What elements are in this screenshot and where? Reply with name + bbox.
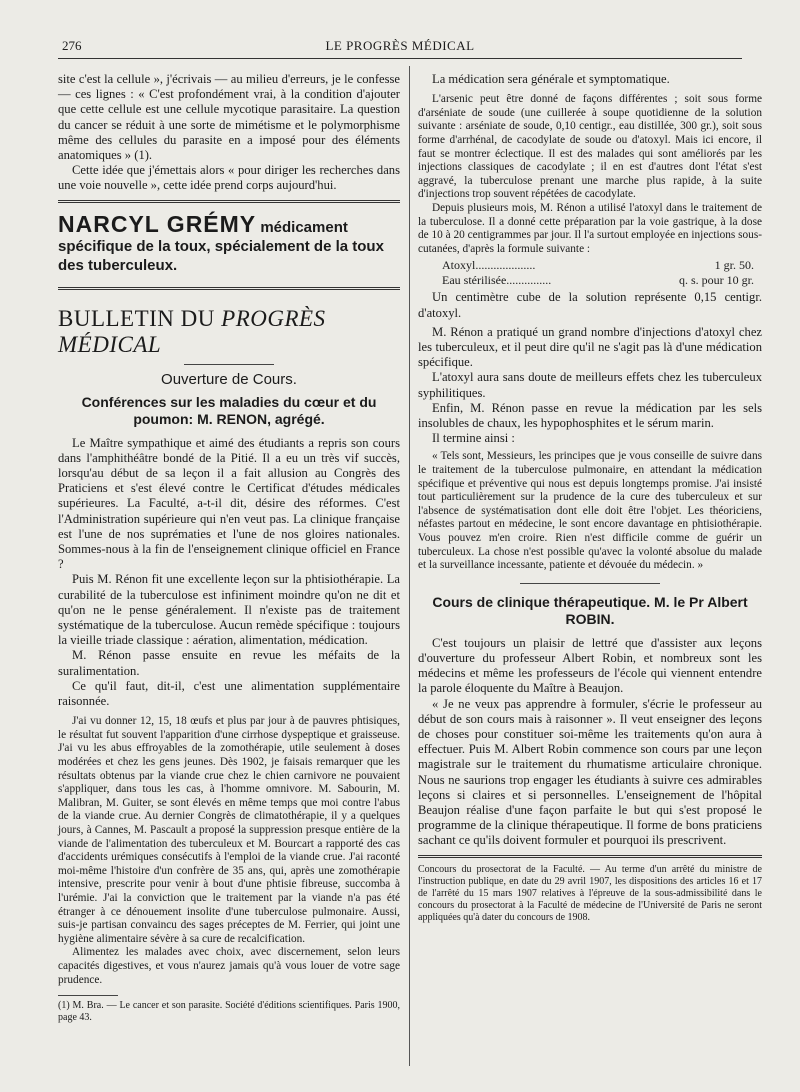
- formula-row: [442, 258, 762, 273]
- section-title: Ouverture de Cours.: [161, 370, 297, 388]
- bulletin-prefix: BULLETIN DU: [58, 305, 222, 331]
- body-paragraph: M. Rénon passe ensuite en revue les méfaits de la suralimentation.: [58, 648, 400, 678]
- body-paragraph: Le Maître sympathique et aimé des étudiants a repris son cours dans l'amphithéâtre bondé de la Pitié. Il a eu un très vif succès, lorsqu'au début de sa leçon il a fait allusion au Congrès des Praticiens et s'est élevé contre le Certificat d'études médicales supérieures. La Faculté, a-t-il dit, désire des réformes. C'est l'Administration supérieure qui n'en veut pas. La clinique française est l'une de nos suprématies et l'une de nos gloires nationales. Sommes-nous à la fin de l'enseignement clinique officiel en France ?: [58, 435, 400, 572]
- bulletin-journal: PROGRÈS MÉDICAL: [58, 305, 326, 357]
- page-header: [58, 38, 742, 58]
- quote-paragraph: « Tels sont, Messieurs, les principes que je vous conseille de suivre dans le traitement de la tuberculose pulmonaire, en attendant la médication spécifique et préventive qui nous est depuis longtemps promise. J'ai insisté tout particulièrement sur la prudence de la cure des tuberculeux et sur l'absence de systématisation dont elle doit être l'objet. Les théoriciens, néfastes partout en médecine, le sont encore davantage en phtisiothérapie. Vous pouvez m'en croire. Rien n'est difficile comme de guérir un tuberculeux. La chose n'est possible qu'avec la volonté absolue du malade et la surveillance incessante, patiente et dévouée du médecin. »: [418, 450, 762, 572]
- concours-notice: Concours du prosectorat de la Faculté. — Au terme d'un arrêté du ministre de l'instruction publique, en date du 29 avril 1907, les dispositions des articles 16 et 17 de l'arrêté du 15 mars 1907 relatives à l'épreuve de la sous-admissibilité dans le concours du prosectorat à la Faculté de médecine de l'Université de Paris ne seront appliquées qu'à dater du concours de 1908.: [418, 863, 762, 924]
- formula: [442, 258, 762, 288]
- small-paragraph: L'arsenic peut être donné de façons différentes ; soit sous forme d'arséniate de soude (une cuillerée à soupe quotidienne de la solution suivante : arséniate de soude, 0,10 centigr., eau distillée, 300 gr.), soit sous forme d'arrhénal, de cacodylate de soude ou d'atoxyl. Mais ici encore, il faut se montrer éclectique. Il est des malades qui sont améliorés par les injections classiques de cacodylate ; il en est d'autres dont l'état s'est aggravé, la tuberculose prenant une marche plus rapide, à la suite d'injections trop souvent répétées de cacodylate.: [418, 93, 762, 201]
- concours-rule: [418, 855, 762, 858]
- small-paragraph: Alimentez les malades avec choix, avec discernement, selon leurs capacités digestives, et vous n'aurez jamais qu'à vous louer de votre sage prudence.: [58, 946, 400, 986]
- advertisement: [58, 210, 400, 275]
- journal-title: LE PROGRÈS MÉDICAL: [325, 38, 475, 53]
- cube-note: Un centimètre cube de la solution représente 0,15 centigr. d'atoxyl.: [418, 290, 762, 320]
- idea-paragraph: Cette idée que j'émettais alors « pour diriger les recherches dans une voie nouvelle », cette idée prend corps aujourd'hui.: [58, 163, 400, 193]
- bulletin-title: [58, 306, 400, 358]
- continued-paragraph: site c'est la cellule », j'écrivais — au milieu d'erreurs, je le confesse — ces lignes : « C'est profondément vrai, à la condition d'ajouter que cette cellule est une cellule mycotique parasitaire. La question du cancer se réduit à une sorte de mimétisme et le polymorphisme même des cellules du parasite en a imposé pour des éléments anatomiques » (1).: [58, 72, 400, 163]
- intro-paragraph: La médication sera générale et symptomatique.: [432, 72, 670, 86]
- body-paragraph: Ce qu'il faut, dit-il, c'est une alimentation supplémentaire raisonnée.: [58, 678, 400, 709]
- clinic-paragraph: « Je ne veux pas apprendre à formuler, s'écrie le professeur au début de son cours mais à raisonner ». Il veut enseigner des leçons de choses pour constituer soi-même les traitements qu'on aura à effectuer. Puis M. Albert Robin commence son cours par une leçon magistrale sur le traitement du rhumatisme articulaire chronique. Nous ne saurions trop engager les étudiants à suivre ces admirables leçons si claires et si personnelles. L'enseignement de l'hôpital Beaujon réalise d'une façon parfaite le but qui s'est proposé le programme de la clinique thérapeutique. Il forme de bons praticiens sachant ce qu'ils doivent formuler et pourquoi ils prescrivent.: [418, 696, 762, 848]
- ad-brand: NARCYL GRÉMY: [58, 210, 257, 237]
- body-paragraph: Enfin, M. Rénon passe en revue la médication par les sels insolubles de chaux, les hypophosphites et le sérum marin.: [418, 400, 762, 430]
- small-paragraph: Depuis plusieurs mois, M. Rénon a utilisé l'atoxyl dans le traitement de la tuberculose. Il a donné cette préparation par la voie gastrique, à la dose de 10 à 20 centigrammes par jour. Il l'a surtout employée en injections sous-cutanées, d'après la formule suivante :: [418, 201, 762, 255]
- lecture-title: Conférences sur les maladies du cœur et du poumon: M. RENON, agrégé.: [81, 393, 377, 427]
- ad-top-rule: [58, 200, 400, 203]
- left-column: [58, 72, 400, 1025]
- clinic-paragraph: C'est toujours un plaisir de lettré que d'assister aux leçons d'ouverture du professeur Albert Robin, et nombreux sont les médecins et même les professeurs de l'école qui viennent entendre la parole éloquente du Maître à Beaujon.: [418, 635, 762, 696]
- section-rule: [520, 583, 660, 584]
- formula-ingredient: Atoxyl....................: [442, 258, 536, 273]
- footnote: (1) M. Bra. — Le cancer et son parasite. Société d'éditions scientifiques. Paris 1900, page 43.: [58, 1000, 400, 1024]
- ad-text: médicament spécifique de la toux, spécialement de la toux des tuberculeux.: [58, 218, 384, 274]
- body-paragraph: Il termine ainsi :: [432, 431, 515, 446]
- right-column: [418, 72, 762, 925]
- column-divider: [409, 66, 410, 1066]
- ad-bottom-rule: [58, 287, 400, 290]
- formula-quantity: q. s. pour 10 gr.: [679, 273, 754, 288]
- body-paragraph: L'atoxyl aura sans doute de meilleurs effets chez les tuberculeux syphilitiques.: [418, 370, 762, 400]
- body-paragraph: Puis M. Rénon fit une excellente leçon sur la phtisiothérapie. La curabilité de la tuberculose est infiniment moindre qu'on ne dit et qu'on ne le pense généralement. Il n'existe pas de traitement systématique de la tuberculose. Aucun remède spécifique : toujours la vieille triade classique : aération, alimentation, médication.: [58, 572, 400, 648]
- formula-ingredient: Eau stérilisée...............: [442, 273, 552, 288]
- formula-quantity: 1 gr. 50.: [714, 258, 754, 273]
- footnote-rule: [58, 995, 118, 996]
- section-rule: [184, 364, 274, 365]
- header-rule: [58, 58, 742, 59]
- page-number: 276: [62, 38, 82, 53]
- small-paragraph: J'ai vu donner 12, 15, 18 œufs et plus par jour à de pauvres phtisiques, le résultat fut souvent l'apparition d'une cirrhose dyspeptique et graisseuse. J'ai vu les abus effroyables de la zomothérapie, utile seulement à doses modérées et chez les gens jeunes. Dès 1902, je faisais remarquer que les résultats obtenus par la viande crue chez le chien carnivore ne pouvaient s'appliquer, dans tous les cas, à l'homme omnivore. M. Sabourin, M. Malibran, M. Guiter, se sont élevés en même temps que moi contre l'abus de la viande crue. Au dernier Congrès de climatothérapie, il y a quelques jours, à Cannes, M. Pascault a proposé la suppression presque entière de la viande de l'alimentation des tuberculeux et M. Bourcart a rapporté des cas d'accidents urémiques consécutifs à l'emploi de la viande crue. J'ai raconté moi-même l'histoire d'un confrère de 35 ans, qui, après une zomothérapie intensive, prescrite pour venir à bout d'une phtisie fibreuse, succomba à l'urémie. J'ai la conviction que le traitement par la viande n'a pas été étranger à ce dénouement insolite d'une tuberculose pulmonaire. Aussi, suis-je partisan convaincu des sages préceptes de M. Ferrier, qui joint une hygiène alimentaire sévère à sa cure de recalcification.: [58, 715, 400, 945]
- body-paragraph: M. Rénon a pratiqué un grand nombre d'injections d'atoxyl chez les tuberculeux, et il peut dire qu'il ne s'agit pas là d'une médication spécifique.: [418, 324, 762, 370]
- formula-row: [442, 273, 762, 288]
- clinic-title: Cours de clinique thérapeutique. M. le Pr Albert ROBIN.: [432, 593, 748, 627]
